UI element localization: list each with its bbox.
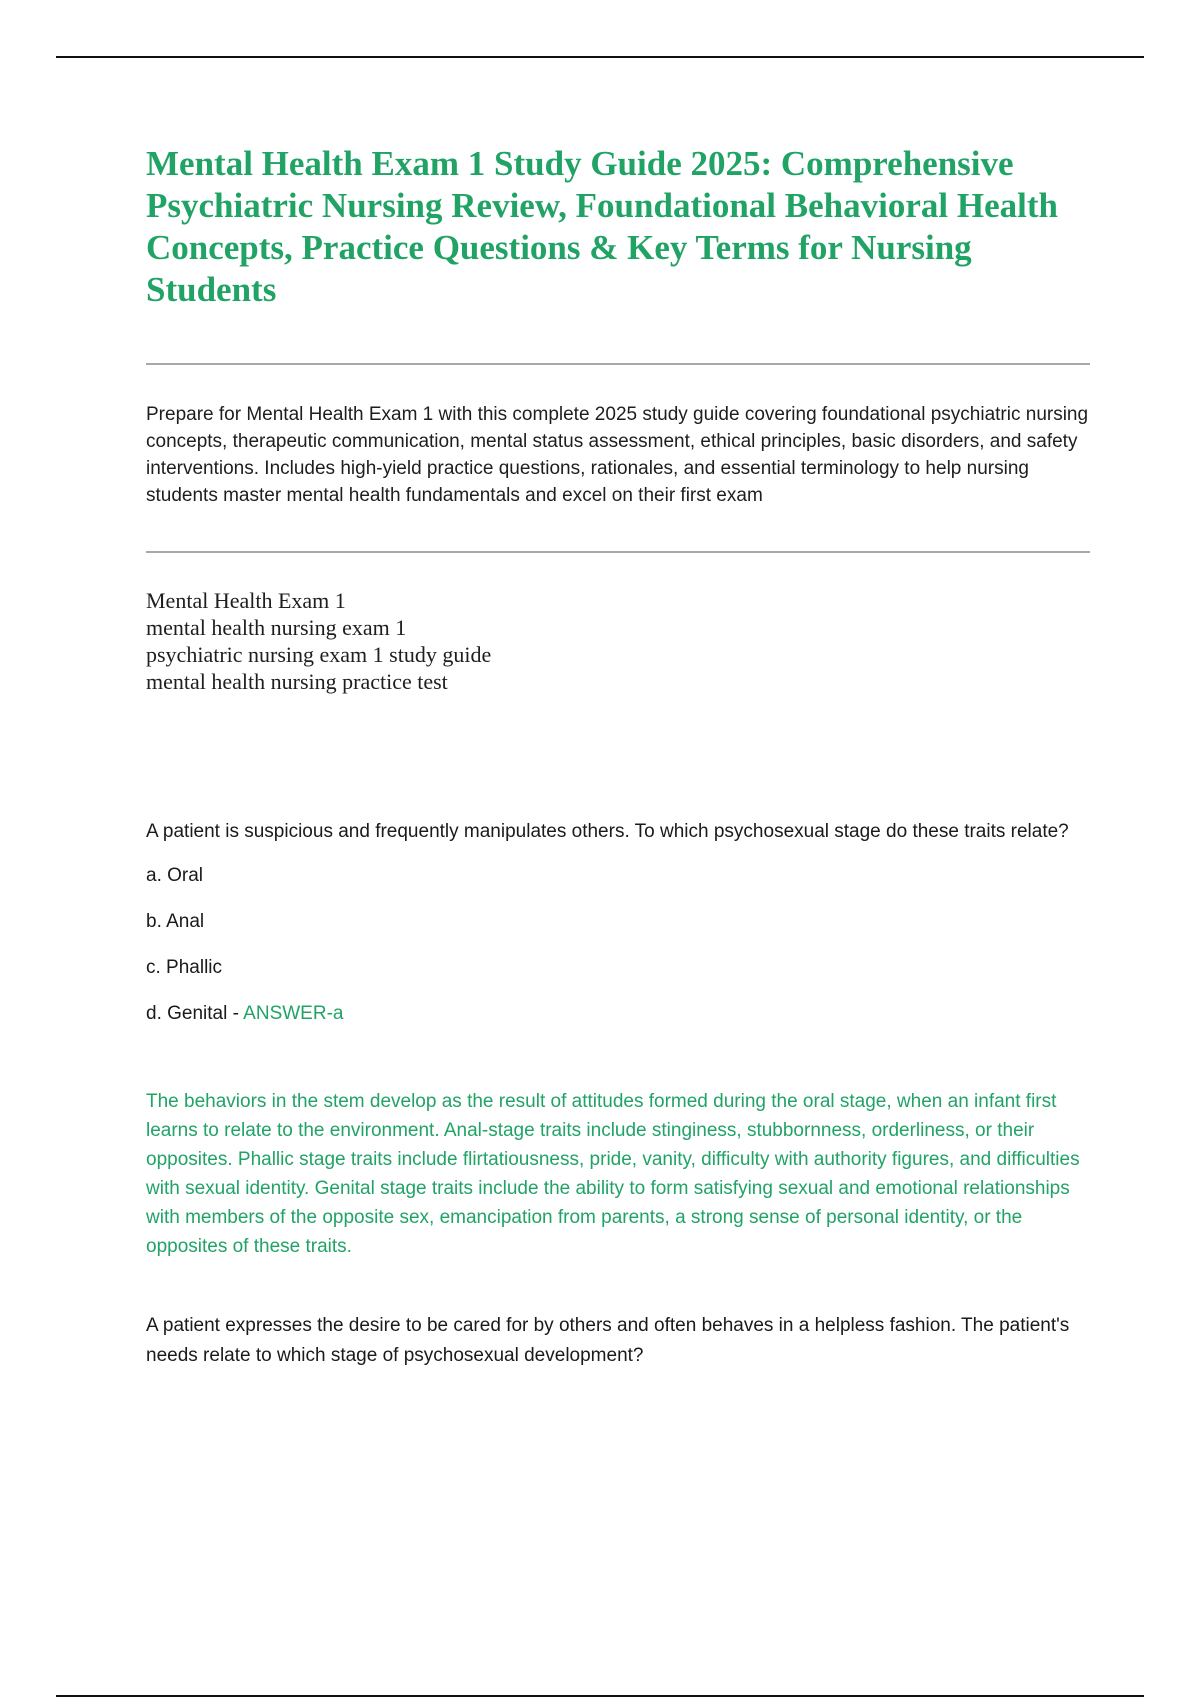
question-stem: A patient is suspicious and frequently manipulates others. To which psychosexual stage do these traits relate?	[146, 821, 1069, 842]
correct-answer: ANSWER-a	[243, 1003, 344, 1024]
keyword-item: mental health nursing exam 1	[146, 615, 407, 640]
page-bottom-rule	[56, 1695, 1144, 1697]
answer-option-c: c. Phallic	[146, 957, 223, 978]
keyword-list	[146, 587, 1090, 695]
page-top-rule	[56, 56, 1144, 58]
answer-option-d-label: d. Genital -	[146, 1003, 244, 1024]
intro-paragraph: Prepare for Mental Health Exam 1 with this complete 2025 study guide covering foundational psychiatric nursing concepts, therapeutic communication, mental status assessment, ethical principles, basic disorders, and safety interventions. Includes high-yield practice questions, rationales, and essential terminology to help nursing students master mental health fundamentals and excel on their first exam	[146, 404, 1089, 506]
document-title: Mental Health Exam 1 Study Guide 2025: Comprehensive Psychiatric Nursing Review, Foundational Behavioral Health Concepts, Practice Questions & Key Terms for Nursing Students	[146, 144, 1058, 309]
document-body	[146, 143, 1090, 1371]
answer-rationale: The behaviors in the stem develop as the result of attitudes formed during the oral stage, when an infant first learns to relate to the environment. Anal-stage traits include stinginess, stubbornness, orderliness, or their opposites. Phallic stage traits include flirtatiousness, pride, vanity, difficulty with authority figures, and difficulties with sexual identity. Genital stage traits include the ability to form satisfying sexual and emotional relationships with members of the opposite sex, emancipation from parents, a strong sense of personal identity, or the opposites of these traits.	[146, 1091, 1080, 1257]
section-divider	[146, 363, 1090, 365]
section-divider	[146, 551, 1090, 553]
keyword-item: mental health nursing practice test	[146, 669, 448, 694]
answer-option-d	[146, 997, 1090, 1031]
answer-option-b: b. Anal	[146, 911, 205, 932]
answer-option-a: a. Oral	[146, 865, 204, 886]
question-stem: A patient expresses the desire to be cared for by others and often behaves in a helpless fashion. The patient's needs relate to which stage of psychosexual development?	[146, 1315, 1070, 1366]
keyword-item: psychiatric nursing exam 1 study guide	[146, 642, 492, 667]
keyword-item: Mental Health Exam 1	[146, 588, 346, 613]
